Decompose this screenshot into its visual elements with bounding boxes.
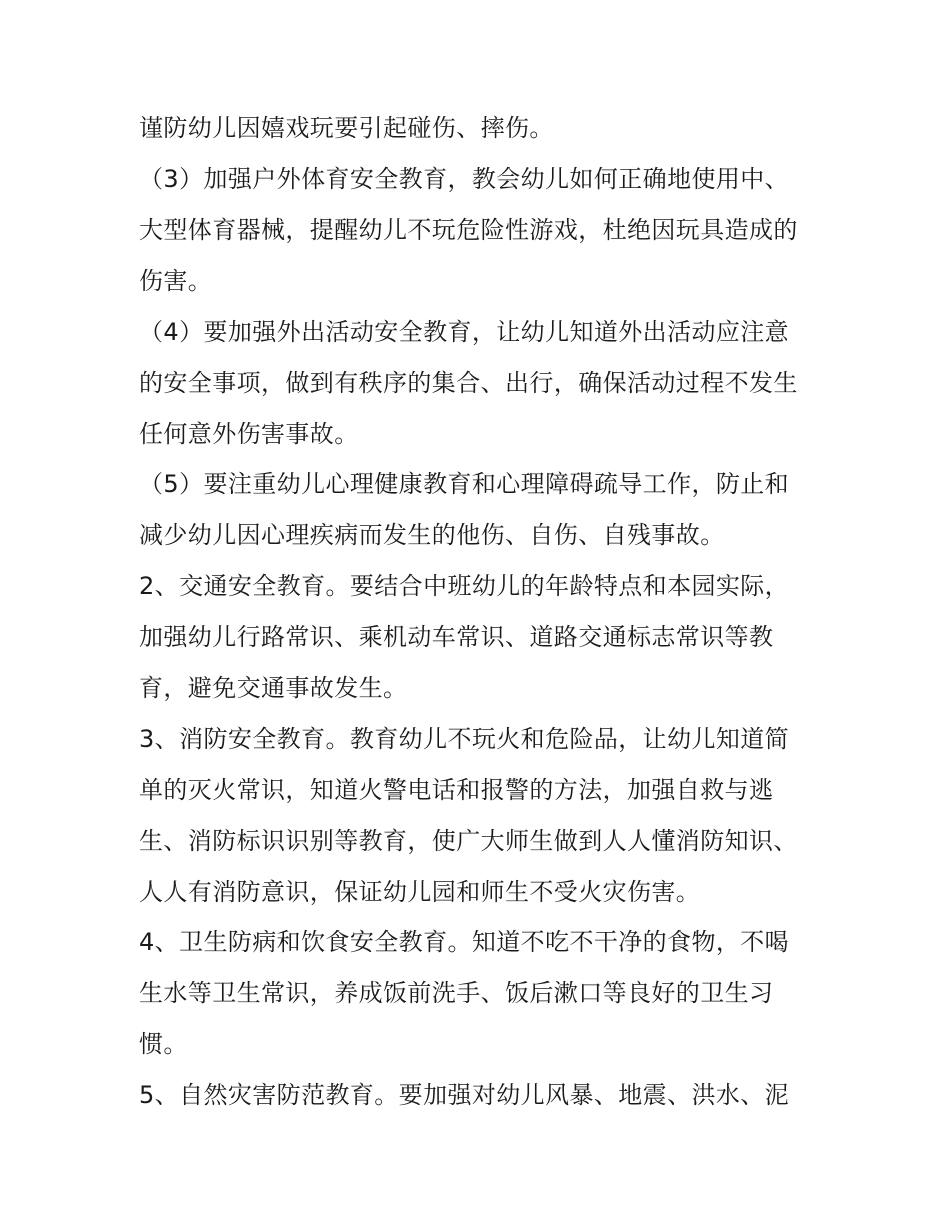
text-line: 生、消防标识识别等教育，使广大师生做到人人懂消防知识、 [139,827,798,855]
text-line: 5、自然灾害防范教育。要加强对幼儿风暴、地震、洪水、泥 [139,1081,790,1109]
text-line: 单的灭火常识，知道火警电话和报警的方法，加强自救与逃 [139,776,774,804]
text-line: 生水等卫生常识，养成饭前洗手、饭后漱口等良好的卫生习 [139,979,774,1007]
text-line: 育，避免交通事故发生。 [139,674,408,702]
text-line: 伤害。 [139,267,213,295]
text-line: 大型体育器械，提醒幼儿不玩危险性游戏，杜绝因玩具造成的 [139,216,798,244]
text-line: 4、卫生防病和饮食安全教育。知道不吃不干净的食物，不喝 [139,928,790,956]
text-line: 加强幼儿行路常识、乘机动车常识、道路交通标志常识等教 [139,623,774,651]
text-line: （5）要注重幼儿心理健康教育和心理障碍疏导工作，防止和 [139,470,790,498]
text-line: 减少幼儿因心理疾病而发生的他伤、自伤、自残事故。 [139,521,725,549]
text-line: 人人有消防意识，保证幼儿园和师生不受火灾伤害。 [139,878,701,906]
text-line: 的安全事项，做到有秩序的集合、出行，确保活动过程不发生 [139,369,798,397]
text-line: （4）要加强外出活动安全教育，让幼儿知道外出活动应注意 [139,318,790,346]
text-line: 惯。 [139,1030,188,1058]
text-line: （3）加强户外体育安全教育，教会幼儿如何正确地使用中、 [139,165,790,193]
text-line: 2、交通安全教育。要结合中班幼儿的年龄特点和本园实际， [139,572,790,600]
text-line: 谨防幼儿因嬉戏玩要引起碰伤、摔伤。 [139,114,554,142]
text-line: 3、消防安全教育。教育幼儿不玩火和危险品，让幼儿知道简 [139,725,790,753]
text-line: 任何意外伤害事故。 [139,420,359,448]
